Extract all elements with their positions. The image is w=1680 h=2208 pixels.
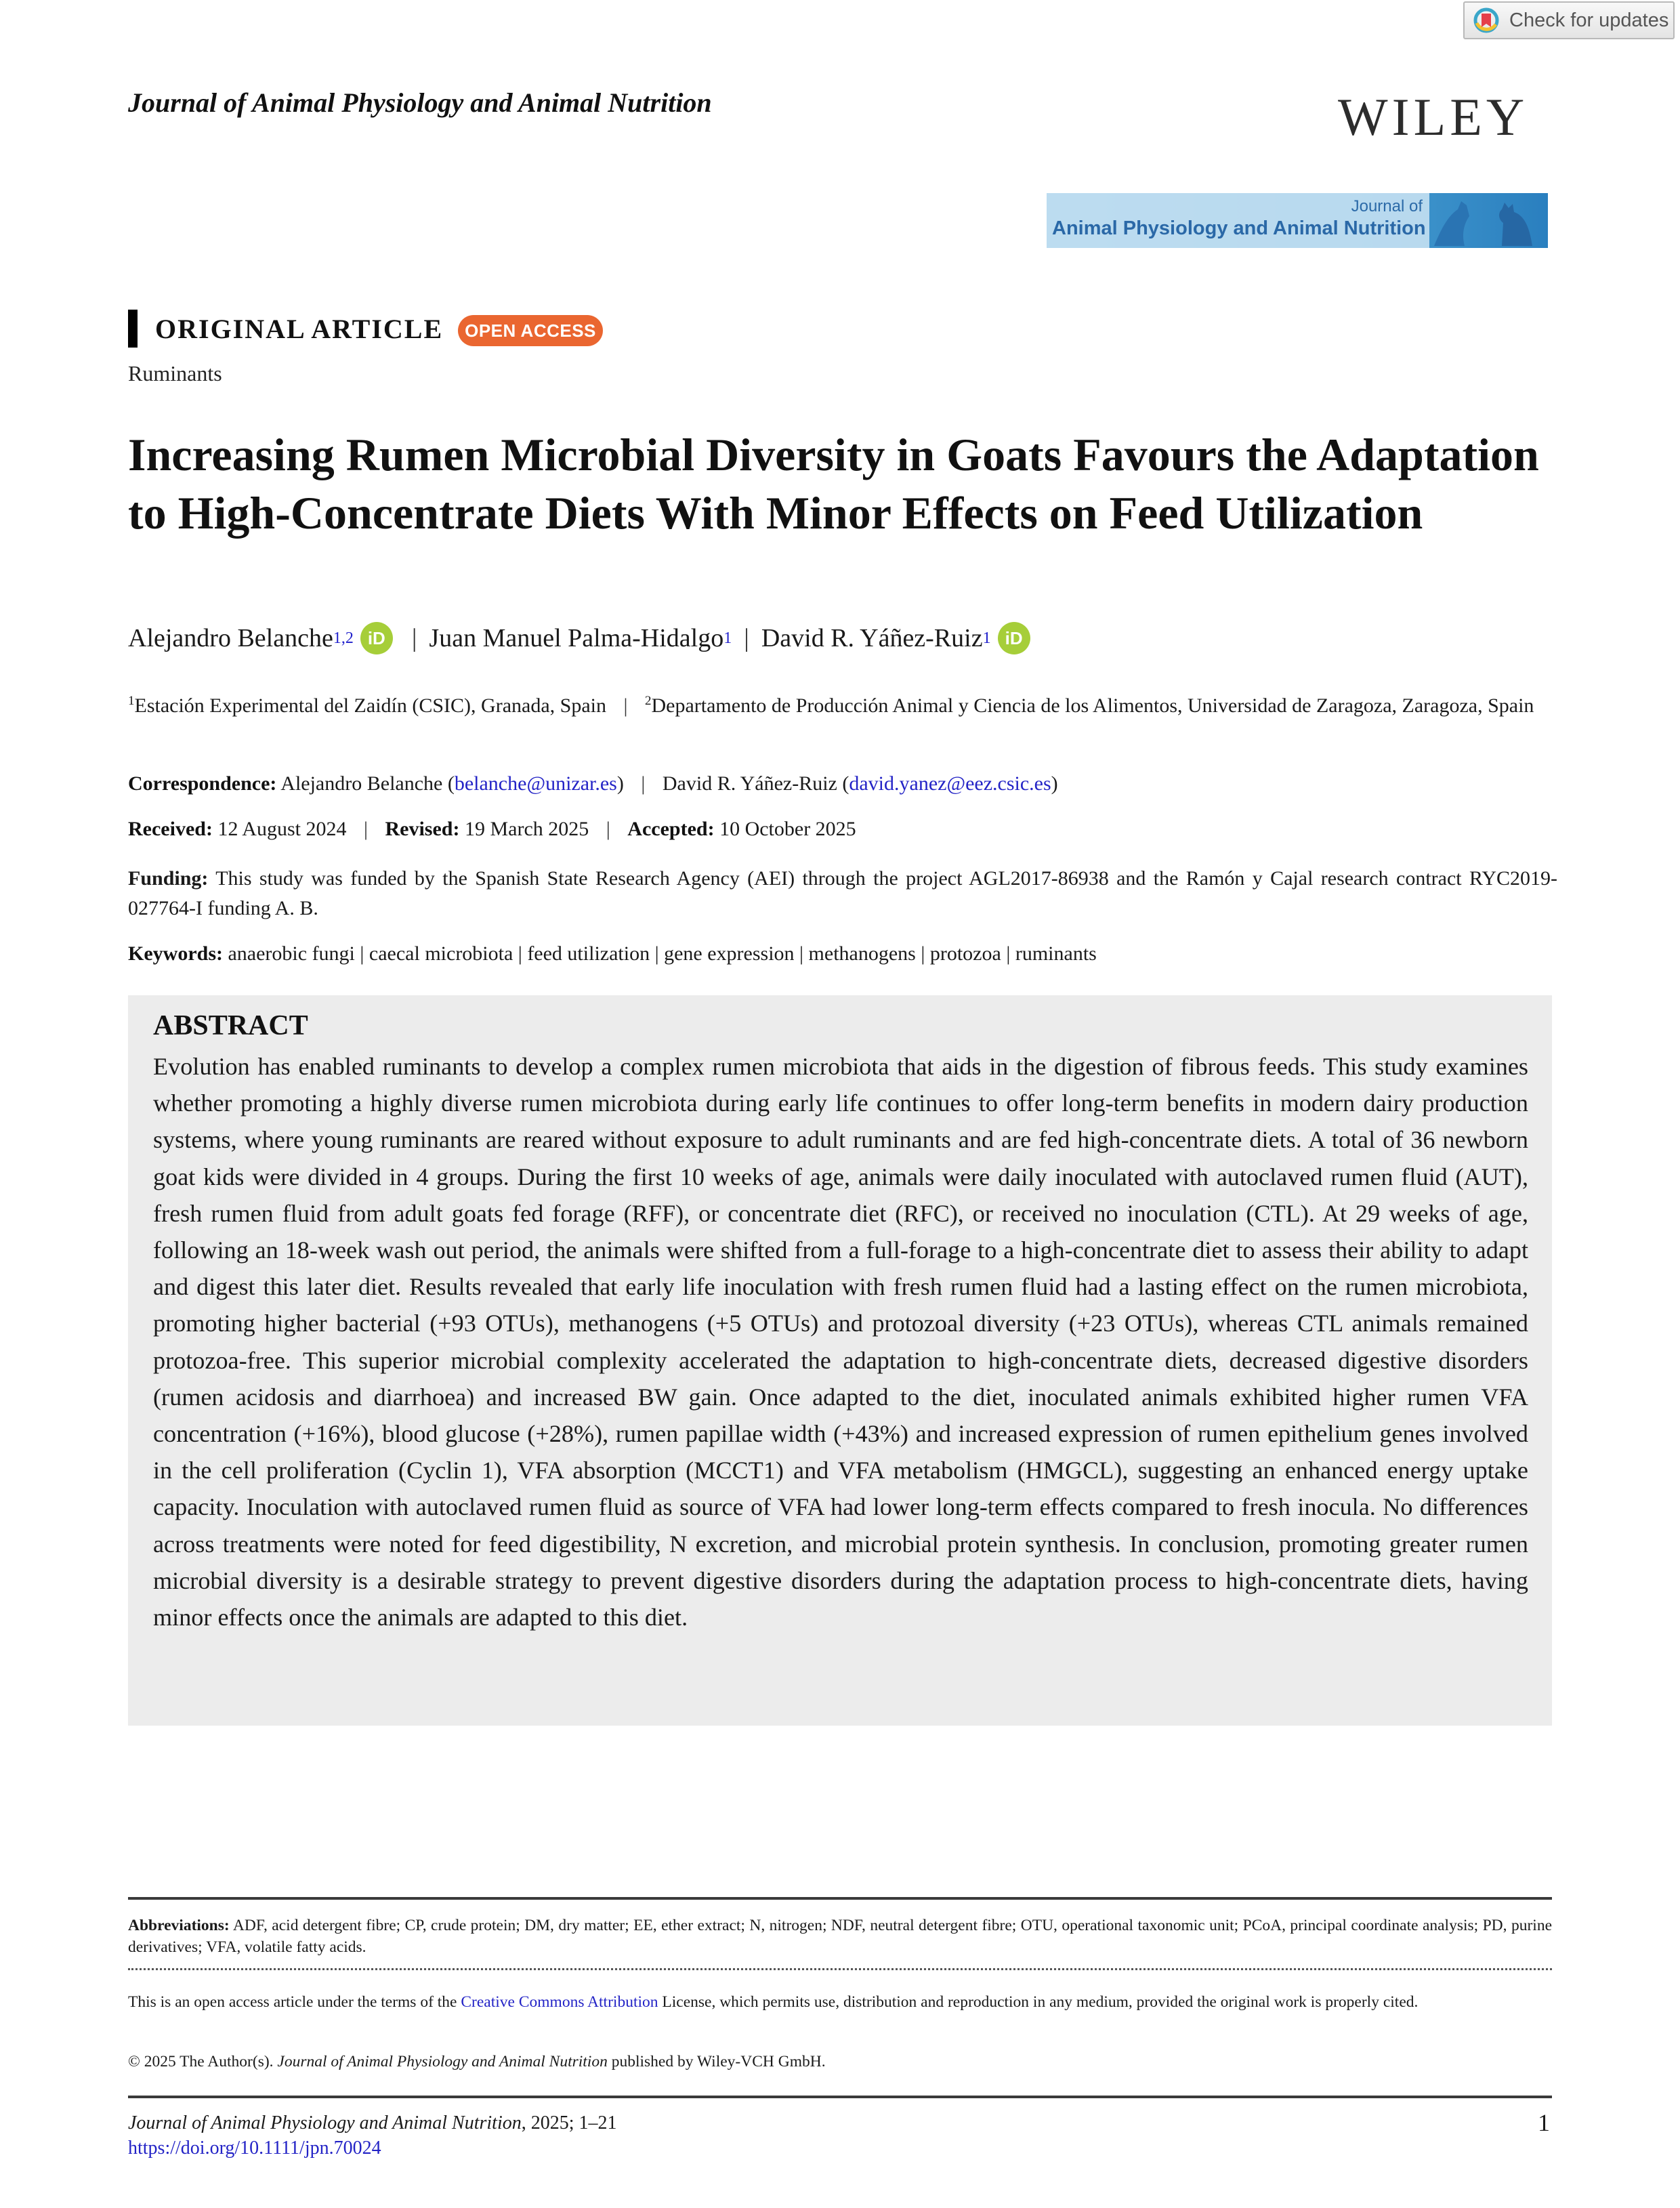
abbreviations-text: ADF, acid detergent fibre; CP, crude protein; DM, dry matter; EE, ether extract; N, nitrogen; NDF, neutral detergent fibre; OTU, operational taxonomic unit; PCoA, principal coordinate analysis; PD, purine derivatives; VFA, volatile fatty acids. — [128, 1917, 1552, 1956]
doi-link[interactable]: https://doi.org/10.1111/jpn.70024 — [128, 2138, 381, 2159]
bookmark-ring-icon — [1473, 7, 1500, 34]
affil-num: 2 — [645, 694, 652, 708]
keyword: methanogens — [808, 942, 916, 965]
separator: | — [623, 694, 628, 717]
separator: | — [744, 624, 749, 652]
affiliation-1: Estación Experimental del Zaidín (CSIC), Granada, Spain — [134, 694, 606, 717]
received-label: Received: — [128, 818, 213, 840]
accepted-date: 10 October 2025 — [719, 818, 856, 840]
dotted-divider — [128, 1968, 1552, 1970]
copyright — [128, 2051, 1552, 2072]
keyword: ruminants — [1015, 942, 1097, 965]
funding-text: This study was funded by the Spanish State Research Agency (AEI) through the project AGL2017-86938 and the Ramón y Cajal research contract RYC2019-027764-I funding A. B. — [128, 867, 1557, 919]
author-affil-sup: 1 — [982, 629, 991, 647]
correspondence-label: Correspondence: — [128, 772, 277, 795]
orcid-icon[interactable]: iD — [360, 622, 393, 654]
check-for-updates-label: Check for updates — [1509, 9, 1669, 31]
page-footer-divider — [128, 2096, 1552, 2098]
revised-label: Revised: — [385, 818, 460, 840]
abstract-text: Evolution has enabled ruminants to develop a complex rumen microbiota that aids in the digestion of fibrous feeds. This study examines whether promoting a highly diverse rumen microbiota during early life continues to offer long-term benefits in modern dairy production systems, where young ruminants are reared without exposure to adult ruminants and are fed high-concentrate diets. A total of 36 newborn goat kids were divided in 4 groups. During the first 10 weeks of age, animals were daily inoculated with autoclaved rumen fluid (AUT), fresh rumen fluid from adult goats fed forage (RFF), or concentrate diet (RFC), or received no inoculation (CTL). At 29 weeks of age, following an 18-week wash out period, the animals were shifted from a full-forage to a high-concentrate diet to assess their ability to adapt and digest this later diet. Results revealed that early life inoculation with fresh rumen fluid had a lasting effect on the rumen microbiota, promoting higher bacterial (+93 OTUs), methanogens (+5 OTUs) and protozoal diversity (+23 OTUs), whereas CTL animals remained protozoa-free. This superior microbial complexity accelerated the adaptation to high-concentrate diets, decreased digestive disorders (rumen acidosis and diarrhoea) and increased BW gain. Once adapted to the diet, inoculated animals exhibited higher rumen VFA concentration (+16%), blood glucose (+28%), rumen papillae width (+43%) and increased expression of rumen epithelium genes involved in the cell proliferation (Cyclin 1), VFA absorption (MCCT1) and VFA metabolism (HMGCL), suggesting an enhanced energy uptake capacity. Inoculation with autoclaved rumen fluid as source of VFA had lower long-term effects compared to fresh inocula. No differences across treatments were noted for feed digestibility, N excretion, and microbial protein synthesis. In conclusion, promoting greater rumen microbial diversity is a desirable strategy to prevent digestive disorders during the adaptation process to high-concentrate diets, having minor effects once the animals are adapted to this diet. — [153, 1053, 1528, 1631]
affiliation-2: Departamento de Producción Animal y Ciencia de los Alimentos, Universidad de Zaragoza, Zaragoza, Spain — [651, 694, 1534, 717]
article-type-bar — [128, 310, 138, 348]
keywords: Keywords: anaerobic fungi | caecal microbiota | feed utilization | gene expression | methanogens | protozoa | ruminants — [128, 942, 1097, 965]
creative-commons-link[interactable]: Creative Commons Attribution — [461, 1993, 658, 2011]
revised-date: 19 March 2025 — [464, 818, 589, 840]
article-type: ORIGINAL ARTICLE — [155, 314, 444, 344]
keyword: protozoa — [929, 942, 1001, 965]
funding — [128, 864, 1557, 923]
received-date: 12 August 2024 — [217, 818, 347, 840]
author-affil-sup: 1,2 — [333, 629, 354, 647]
copyright-journal: Journal of Animal Physiology and Animal Nutrition — [277, 2053, 608, 2070]
affil-num: 1 — [128, 694, 135, 708]
banner-line1: Journal of — [1351, 197, 1423, 215]
author-list — [128, 622, 1037, 654]
author-affil-sup: 1 — [723, 629, 732, 647]
keyword: gene expression — [664, 942, 795, 965]
license-note — [128, 1988, 1552, 2016]
separator: | — [411, 624, 417, 652]
article-dates — [128, 818, 856, 841]
separator: | — [606, 818, 610, 840]
separator: | — [363, 818, 368, 840]
keyword: feed utilization — [527, 942, 650, 965]
article-title: Increasing Rumen Microbial Diversity in Goats Favours the Adaptation to High-Concentrate Diets With Minor Effects on Feed Utilization — [128, 429, 1539, 539]
banner-line2: Animal Physiology and Animal Nutrition — [1052, 217, 1426, 239]
keyword: caecal microbiota — [369, 942, 513, 965]
article-section: Ruminants — [128, 361, 222, 386]
license-text: This is an open access article under the terms of the — [128, 1993, 461, 2011]
abbreviations — [128, 1915, 1552, 1958]
accepted-label: Accepted: — [627, 818, 715, 840]
affiliations — [128, 686, 1557, 722]
keywords-label: Keywords: — [128, 942, 223, 965]
copyright-text: published by Wiley-VCH GmbH. — [607, 2053, 826, 2070]
keyword: anaerobic fungi — [228, 942, 355, 965]
orcid-icon[interactable]: iD — [998, 622, 1030, 654]
email-link[interactable]: david.yanez@eez.csic.es — [849, 772, 1051, 795]
open-access-badge: OPEN ACCESS — [458, 315, 603, 346]
email-link[interactable]: belanche@unizar.es — [454, 772, 617, 795]
footer-journal: Journal of Animal Physiology and Animal Nutrition — [128, 2112, 522, 2133]
footnote-divider — [128, 1897, 1552, 1900]
wiley-logo: WILEY — [1338, 87, 1529, 146]
footer-pages: , 2025; 1–21 — [521, 2112, 617, 2133]
journal-name-header: Journal of Animal Physiology and Animal Nutrition — [128, 87, 712, 118]
footer-citation — [128, 2112, 617, 2134]
animal-silhouettes-icon — [1427, 196, 1542, 246]
check-for-updates-button[interactable] — [1463, 1, 1675, 39]
journal-banner[interactable] — [1047, 193, 1548, 248]
funding-label: Funding: — [128, 867, 209, 890]
separator: | — [641, 772, 646, 795]
abstract-heading: ABSTRACT — [153, 1010, 308, 1041]
license-text: License, which permits use, distribution and reproduction in any medium, provided the original work is properly cited. — [658, 1993, 1419, 2011]
copyright-text: © 2025 The Author(s). — [128, 2053, 278, 2070]
author-name[interactable]: David R. Yáñez-Ruiz — [761, 624, 983, 652]
correspondence: Correspondence: Alejandro Belanche (belanche@unizar.es) | David R. Yáñez-Ruiz (david.yanez@eez.csic.es) — [128, 772, 1058, 795]
author-name[interactable]: Juan Manuel Palma-Hidalgo — [429, 624, 724, 652]
contact-name: David R. Yáñez-Ruiz — [662, 772, 837, 795]
page-number: 1 — [1538, 2109, 1550, 2136]
abbreviations-label: Abbreviations: — [128, 1917, 230, 1934]
contact-name: Alejandro Belanche — [280, 772, 443, 795]
author-name[interactable]: Alejandro Belanche — [128, 624, 333, 652]
